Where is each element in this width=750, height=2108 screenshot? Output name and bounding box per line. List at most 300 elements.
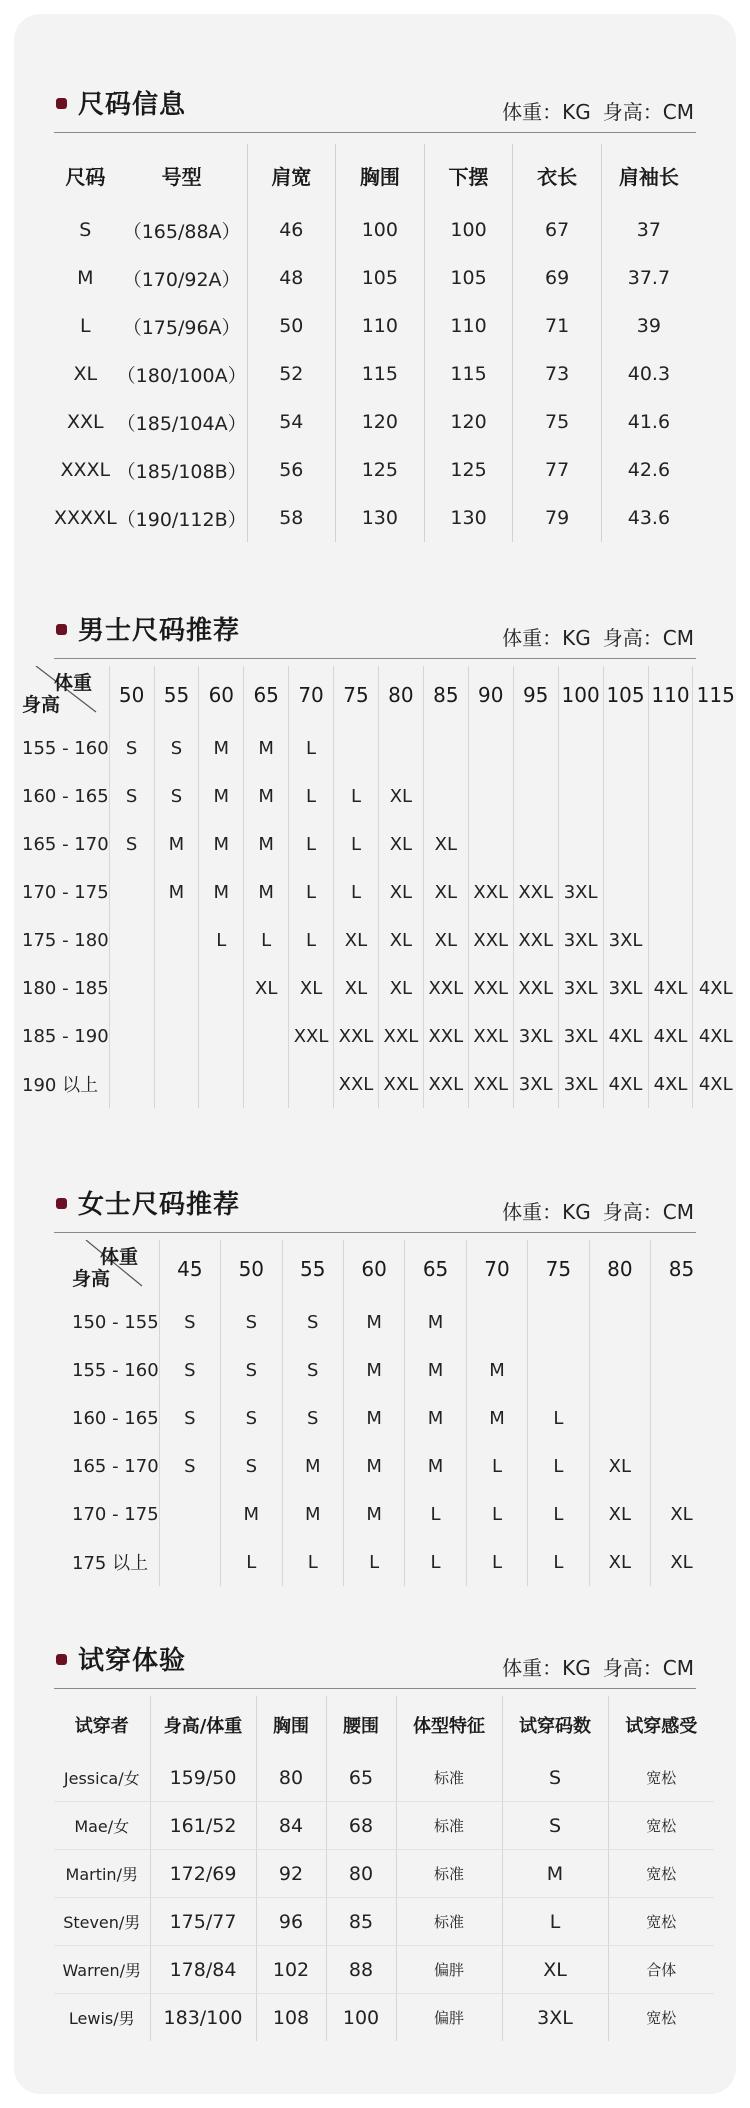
size-cell bbox=[159, 1538, 220, 1586]
height-range: 155 - 160 bbox=[22, 737, 109, 759]
table-cell: （185/104A） bbox=[116, 412, 247, 435]
size-cell bbox=[648, 724, 693, 772]
table-cell: 39 bbox=[601, 302, 696, 350]
size-cell: XXL bbox=[378, 1060, 423, 1108]
size-cell bbox=[603, 724, 648, 772]
size-cell: XXL bbox=[513, 964, 558, 1012]
table-cell: （185/108B） bbox=[116, 460, 247, 483]
size-info-table bbox=[54, 144, 696, 542]
size-cell bbox=[648, 916, 693, 964]
size-cell: 4XL bbox=[648, 964, 693, 1012]
size-cell: M bbox=[466, 1346, 527, 1394]
table-cell: Steven/男 bbox=[54, 1898, 150, 1946]
size-cell: L bbox=[289, 820, 334, 868]
table-cell: 80 bbox=[326, 1850, 396, 1898]
size-cell bbox=[648, 868, 693, 916]
size-cell: 4XL bbox=[648, 1012, 693, 1060]
weight-header: 60 bbox=[343, 1240, 404, 1298]
size-cell bbox=[589, 1298, 650, 1346]
table-cell: 178/84 bbox=[150, 1946, 256, 1994]
column-header: 胸围 bbox=[256, 1696, 326, 1754]
size-cell: L bbox=[334, 820, 379, 868]
height-unit: 身高：CM bbox=[602, 1656, 694, 1680]
column-header: 号型 bbox=[161, 164, 202, 189]
table-row bbox=[72, 1394, 712, 1442]
size-cell: 3XL bbox=[558, 868, 603, 916]
table-cell: 46 bbox=[247, 206, 335, 254]
size-cell: 3XL bbox=[603, 916, 648, 964]
table-cell: 偏胖 bbox=[396, 1994, 502, 2042]
size-cell: XL bbox=[589, 1490, 650, 1538]
size-cell bbox=[199, 1060, 244, 1108]
size-cell bbox=[558, 772, 603, 820]
size-cell: M bbox=[199, 724, 244, 772]
size-cell bbox=[693, 916, 736, 964]
size-cell bbox=[468, 724, 513, 772]
size-cell: S bbox=[109, 772, 154, 820]
size-cell: L bbox=[466, 1442, 527, 1490]
table-cell: 69 bbox=[513, 254, 601, 302]
size-cell: S bbox=[221, 1394, 282, 1442]
table-cell: 75 bbox=[513, 398, 601, 446]
table-row bbox=[54, 206, 696, 254]
size-cell: XL bbox=[651, 1538, 712, 1586]
table-row bbox=[22, 964, 736, 1012]
size-cell bbox=[693, 868, 736, 916]
size-cell: XL bbox=[651, 1490, 712, 1538]
size-cell: XL bbox=[378, 772, 423, 820]
height-range: 175 以上 bbox=[72, 1553, 149, 1574]
size-cell: XXL bbox=[468, 964, 513, 1012]
size-cell bbox=[603, 820, 648, 868]
weight-header: 70 bbox=[466, 1240, 527, 1298]
size-cell: XL bbox=[334, 916, 379, 964]
size-cell: M bbox=[405, 1298, 466, 1346]
table-cell: Warren/男 bbox=[54, 1946, 150, 1994]
table-cell: 85 bbox=[326, 1898, 396, 1946]
corner-weight-label: 体重 bbox=[54, 672, 93, 694]
table-cell: L bbox=[502, 1898, 608, 1946]
size-cell: XL bbox=[589, 1538, 650, 1586]
height-range: 160 - 165 bbox=[22, 785, 109, 807]
size-cell bbox=[109, 916, 154, 964]
size-cell: S bbox=[109, 724, 154, 772]
size-cell bbox=[289, 1060, 334, 1108]
size-cell: S bbox=[154, 724, 199, 772]
table-cell: S bbox=[502, 1802, 608, 1850]
size-cell: XXL bbox=[334, 1060, 379, 1108]
women-header bbox=[54, 1174, 696, 1233]
size-cell: XXL bbox=[423, 964, 468, 1012]
size-cell: XXL bbox=[468, 1012, 513, 1060]
table-cell: 120 bbox=[424, 398, 513, 446]
table-cell: 合体 bbox=[608, 1946, 714, 1994]
trial-header bbox=[54, 1630, 696, 1689]
table-cell: 110 bbox=[424, 302, 513, 350]
size-cell: M bbox=[199, 772, 244, 820]
size-cell: 3XL bbox=[558, 964, 603, 1012]
column-header: 尺码 bbox=[65, 164, 106, 189]
size-cell: XXL bbox=[468, 868, 513, 916]
table-row bbox=[54, 494, 696, 542]
size-cell: M bbox=[282, 1490, 343, 1538]
corner-height-label: 身高 bbox=[22, 694, 61, 716]
weight-header: 75 bbox=[334, 666, 379, 724]
table-cell: 48 bbox=[247, 254, 335, 302]
column-header: 身高/体重 bbox=[150, 1696, 256, 1754]
weight-header: 65 bbox=[405, 1240, 466, 1298]
table-cell: 115 bbox=[424, 350, 513, 398]
size-cell: XXL bbox=[423, 1012, 468, 1060]
table-cell: 100 bbox=[336, 206, 425, 254]
size-cell bbox=[603, 868, 648, 916]
table-cell: XXXL bbox=[60, 459, 111, 481]
size-cell: 3XL bbox=[513, 1012, 558, 1060]
trial-table bbox=[54, 1696, 714, 2041]
table-cell: 标准 bbox=[396, 1850, 502, 1898]
size-cell: M bbox=[244, 724, 289, 772]
table-row bbox=[54, 302, 696, 350]
size-cell: L bbox=[199, 916, 244, 964]
size-cell: L bbox=[528, 1490, 589, 1538]
table-cell: 130 bbox=[336, 494, 425, 542]
size-cell: XXL bbox=[334, 1012, 379, 1060]
table-cell: 130 bbox=[424, 494, 513, 542]
table-row bbox=[72, 1298, 712, 1346]
corner-weight-label: 体重 bbox=[100, 1246, 139, 1268]
table-row bbox=[72, 1442, 712, 1490]
size-cell: L bbox=[282, 1538, 343, 1586]
weight-header: 60 bbox=[199, 666, 244, 724]
table-cell: 96 bbox=[256, 1898, 326, 1946]
size-cell bbox=[468, 820, 513, 868]
table-cell: 42.6 bbox=[601, 446, 696, 494]
table-row bbox=[54, 1946, 714, 1994]
size-cell: L bbox=[334, 868, 379, 916]
size-cell: 4XL bbox=[693, 1060, 736, 1108]
size-cell: XXL bbox=[468, 1060, 513, 1108]
men-size-table bbox=[22, 666, 736, 1108]
table-cell: 115 bbox=[336, 350, 425, 398]
size-cell bbox=[558, 820, 603, 868]
weight-header: 45 bbox=[159, 1240, 220, 1298]
size-cell: S bbox=[159, 1394, 220, 1442]
size-cell: M bbox=[343, 1442, 404, 1490]
size-cell: 4XL bbox=[603, 1012, 648, 1060]
table-row bbox=[22, 724, 736, 772]
height-range: 170 - 175 bbox=[72, 1503, 159, 1525]
table-cell: 40.3 bbox=[601, 350, 696, 398]
table-cell: 43.6 bbox=[601, 494, 696, 542]
corner-header bbox=[22, 666, 109, 724]
size-cell bbox=[651, 1298, 712, 1346]
table-cell: 120 bbox=[336, 398, 425, 446]
table-cell: 41.6 bbox=[601, 398, 696, 446]
table-row bbox=[54, 1898, 714, 1946]
size-cell: M bbox=[244, 820, 289, 868]
height-range: 180 - 185 bbox=[22, 977, 109, 999]
table-cell: S bbox=[79, 219, 92, 241]
size-cell bbox=[513, 772, 558, 820]
table-cell: 105 bbox=[424, 254, 513, 302]
size-cell: XL bbox=[378, 820, 423, 868]
size-cell bbox=[334, 724, 379, 772]
size-cell: XL bbox=[289, 964, 334, 1012]
size-cell: L bbox=[343, 1538, 404, 1586]
size-cell: S bbox=[221, 1442, 282, 1490]
units-label bbox=[502, 1652, 694, 1681]
column-header: 试穿感受 bbox=[608, 1696, 714, 1754]
size-cell: XXL bbox=[513, 916, 558, 964]
size-cell: S bbox=[159, 1346, 220, 1394]
size-cell bbox=[423, 724, 468, 772]
size-cell: 4XL bbox=[693, 1012, 736, 1060]
column-header: 腰围 bbox=[326, 1696, 396, 1754]
table-cell: 110 bbox=[336, 302, 425, 350]
table-cell: 125 bbox=[424, 446, 513, 494]
size-cell: M bbox=[343, 1346, 404, 1394]
table-cell: （180/100A） bbox=[116, 364, 247, 387]
section-title: 尺码信息 bbox=[78, 90, 187, 120]
weight-header: 105 bbox=[603, 666, 648, 724]
size-cell bbox=[603, 772, 648, 820]
section-title: 男士尺码推荐 bbox=[78, 616, 241, 646]
women-size-table bbox=[72, 1240, 712, 1586]
table-cell: XXXXL bbox=[54, 507, 117, 529]
size-cell: 3XL bbox=[558, 916, 603, 964]
size-cell bbox=[528, 1346, 589, 1394]
table-cell: 100 bbox=[424, 206, 513, 254]
size-cell: M bbox=[343, 1490, 404, 1538]
table-cell: 3XL bbox=[502, 1994, 608, 2042]
height-range: 185 - 190 bbox=[22, 1025, 109, 1047]
size-cell: 3XL bbox=[513, 1060, 558, 1108]
table-cell: 50 bbox=[247, 302, 335, 350]
size-cell: M bbox=[244, 868, 289, 916]
table-cell: 71 bbox=[513, 302, 601, 350]
size-cell: S bbox=[282, 1298, 343, 1346]
size-cell: M bbox=[405, 1346, 466, 1394]
table-row bbox=[54, 446, 696, 494]
size-cell bbox=[528, 1298, 589, 1346]
bullet-icon bbox=[56, 624, 67, 635]
table-cell: Lewis/男 bbox=[68, 2009, 135, 2028]
column-header: 衣长 bbox=[513, 144, 601, 206]
size-cell: M bbox=[466, 1394, 527, 1442]
table-row bbox=[54, 350, 696, 398]
size-cell: XL bbox=[589, 1442, 650, 1490]
weight-header: 65 bbox=[244, 666, 289, 724]
table-cell: 80 bbox=[256, 1754, 326, 1802]
size-cell: XL bbox=[378, 964, 423, 1012]
weight-header: 90 bbox=[468, 666, 513, 724]
table-cell: 宽松 bbox=[608, 1898, 714, 1946]
size-cell: S bbox=[282, 1394, 343, 1442]
size-cell bbox=[589, 1394, 650, 1442]
size-cell bbox=[154, 1060, 199, 1108]
weight-unit: 体重：KG bbox=[502, 100, 591, 124]
size-cell bbox=[244, 1012, 289, 1060]
bullet-icon bbox=[56, 1654, 67, 1665]
weight-header: 55 bbox=[282, 1240, 343, 1298]
size-cell bbox=[693, 772, 736, 820]
section-title: 试穿体验 bbox=[78, 1646, 187, 1676]
table-cell: 标准 bbox=[396, 1802, 502, 1850]
height-unit: 身高：CM bbox=[602, 1200, 694, 1224]
table-cell: Martin/男 bbox=[54, 1850, 150, 1898]
size-cell: 4XL bbox=[693, 964, 736, 1012]
weight-header: 115 bbox=[693, 666, 736, 724]
table-cell: 68 bbox=[326, 1802, 396, 1850]
table-cell: 37.7 bbox=[601, 254, 696, 302]
weight-unit: 体重：KG bbox=[502, 1656, 591, 1680]
size-chart-card bbox=[14, 14, 736, 2094]
size-cell: L bbox=[221, 1538, 282, 1586]
table-row bbox=[22, 916, 736, 964]
table-cell: 56 bbox=[247, 446, 335, 494]
size-cell bbox=[109, 1012, 154, 1060]
size-cell: M bbox=[244, 772, 289, 820]
units-label bbox=[502, 1196, 694, 1225]
column-header: 试穿者 bbox=[74, 1716, 129, 1737]
height-unit: 身高：CM bbox=[602, 626, 694, 650]
table-cell: （175/96A） bbox=[122, 316, 241, 339]
height-range: 150 - 155 bbox=[72, 1311, 159, 1333]
table-cell: S bbox=[502, 1754, 608, 1802]
corner-height-label: 身高 bbox=[72, 1268, 111, 1290]
table-cell: 84 bbox=[256, 1802, 326, 1850]
table-row bbox=[22, 1060, 736, 1108]
table-row bbox=[22, 820, 736, 868]
size-cell: L bbox=[528, 1538, 589, 1586]
size-cell: 4XL bbox=[603, 1060, 648, 1108]
table-cell: 183/100 bbox=[150, 1994, 256, 2042]
size-cell bbox=[589, 1346, 650, 1394]
height-range: 155 - 160 bbox=[72, 1359, 159, 1381]
table-cell: 159/50 bbox=[150, 1754, 256, 1802]
weight-header: 85 bbox=[651, 1240, 712, 1298]
weight-header: 80 bbox=[378, 666, 423, 724]
table-cell: 标准 bbox=[396, 1754, 502, 1802]
table-cell: M bbox=[77, 267, 94, 289]
size-cell bbox=[513, 820, 558, 868]
table-cell: 79 bbox=[513, 494, 601, 542]
size-cell: XXL bbox=[289, 1012, 334, 1060]
table-cell: 92 bbox=[256, 1850, 326, 1898]
bullet-icon bbox=[56, 1198, 67, 1209]
table-cell: 37 bbox=[601, 206, 696, 254]
table-cell: （190/112B） bbox=[116, 508, 247, 531]
size-cell bbox=[648, 772, 693, 820]
column-header: 下摆 bbox=[424, 144, 513, 206]
size-cell: S bbox=[159, 1298, 220, 1346]
size-cell: M bbox=[221, 1490, 282, 1538]
table-cell: 宽松 bbox=[608, 1802, 714, 1850]
size-cell: XXL bbox=[423, 1060, 468, 1108]
table-row bbox=[54, 1850, 714, 1898]
size-cell bbox=[154, 964, 199, 1012]
size-cell bbox=[648, 820, 693, 868]
weight-header: 50 bbox=[221, 1240, 282, 1298]
column-header: 体型特征 bbox=[396, 1696, 502, 1754]
size-cell bbox=[466, 1298, 527, 1346]
size-cell bbox=[154, 916, 199, 964]
size-cell: L bbox=[528, 1394, 589, 1442]
table-cell: XXL bbox=[67, 411, 104, 433]
table-cell: L bbox=[80, 315, 91, 337]
size-cell: XL bbox=[423, 916, 468, 964]
table-row bbox=[22, 1012, 736, 1060]
table-cell: 宽松 bbox=[608, 1994, 714, 2042]
size-cell: XXL bbox=[513, 868, 558, 916]
size-cell: XXL bbox=[378, 1012, 423, 1060]
table-row bbox=[54, 398, 696, 446]
table-cell: （170/92A） bbox=[122, 268, 241, 291]
weight-header: 85 bbox=[423, 666, 468, 724]
table-cell: 100 bbox=[326, 1994, 396, 2042]
size-cell bbox=[378, 724, 423, 772]
size-cell: 3XL bbox=[558, 1012, 603, 1060]
size-cell: XL bbox=[334, 964, 379, 1012]
size-cell: M bbox=[154, 868, 199, 916]
size-cell: L bbox=[466, 1538, 527, 1586]
corner-header bbox=[72, 1240, 159, 1298]
table-cell: 102 bbox=[256, 1946, 326, 1994]
column-header: 肩宽 bbox=[247, 144, 335, 206]
size-cell: XL bbox=[423, 868, 468, 916]
table-cell: 172/69 bbox=[150, 1850, 256, 1898]
weight-header: 110 bbox=[648, 666, 693, 724]
table-cell: 宽松 bbox=[608, 1850, 714, 1898]
weight-header: 95 bbox=[513, 666, 558, 724]
table-cell: 标准 bbox=[396, 1898, 502, 1946]
size-cell bbox=[199, 1012, 244, 1060]
table-cell: 175/77 bbox=[150, 1898, 256, 1946]
weight-header: 70 bbox=[289, 666, 334, 724]
size-cell bbox=[109, 964, 154, 1012]
size-cell bbox=[154, 1012, 199, 1060]
size-cell: S bbox=[109, 820, 154, 868]
men-header bbox=[54, 600, 696, 659]
table-cell: （165/88A） bbox=[122, 220, 241, 243]
size-cell bbox=[423, 772, 468, 820]
section-title: 女士尺码推荐 bbox=[78, 1190, 241, 1220]
table-cell: 108 bbox=[256, 1994, 326, 2042]
weight-unit: 体重：KG bbox=[502, 1200, 591, 1224]
table-cell: XL bbox=[73, 363, 98, 385]
table-cell: 161/52 bbox=[150, 1802, 256, 1850]
table-row bbox=[72, 1346, 712, 1394]
size-cell: L bbox=[289, 916, 334, 964]
size-cell: S bbox=[159, 1442, 220, 1490]
table-cell: 58 bbox=[247, 494, 335, 542]
size-cell bbox=[199, 964, 244, 1012]
size-cell bbox=[513, 724, 558, 772]
size-cell: M bbox=[282, 1442, 343, 1490]
weight-header: 50 bbox=[109, 666, 154, 724]
table-cell: Mae/女 bbox=[54, 1802, 150, 1850]
size-cell: L bbox=[405, 1538, 466, 1586]
size-cell bbox=[651, 1442, 712, 1490]
size-cell bbox=[693, 724, 736, 772]
size-cell: L bbox=[289, 724, 334, 772]
size-cell: M bbox=[154, 820, 199, 868]
table-row bbox=[72, 1490, 712, 1538]
table-cell: XL bbox=[502, 1946, 608, 1994]
table-cell: 73 bbox=[513, 350, 601, 398]
table-cell: 77 bbox=[513, 446, 601, 494]
height-range: 165 - 170 bbox=[72, 1455, 159, 1477]
